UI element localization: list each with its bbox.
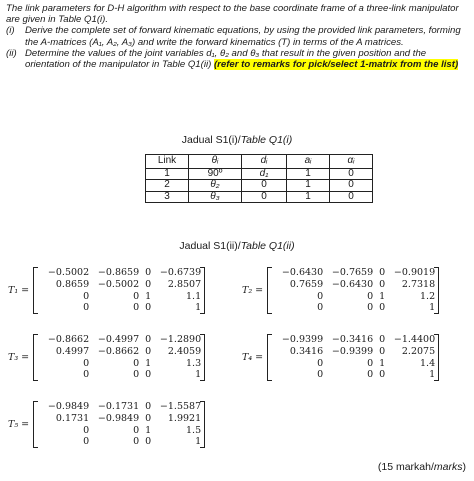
table-cell: 1 — [287, 168, 330, 180]
matrix-cell: 0 — [145, 267, 152, 278]
table-row — [146, 168, 373, 180]
matrix-cell: −0.8662 — [47, 334, 90, 345]
matrix-cell: 0 — [83, 290, 90, 302]
marks-label — [378, 461, 466, 473]
matrix-t1 — [8, 267, 205, 314]
matrix-t3 — [8, 334, 205, 381]
matrix-cell: 0 — [145, 302, 152, 314]
dh-parameter-table — [145, 154, 373, 203]
table-cell: 0 — [242, 191, 287, 203]
matrix-cell: 0 — [133, 357, 140, 369]
matrix-cell: 0.1731 — [55, 412, 90, 424]
col-header: αᵢ — [330, 155, 373, 169]
table-cell: θ₂ — [189, 180, 242, 192]
col-header: dᵢ — [242, 155, 287, 169]
matrix-cell: −1.2890 — [159, 334, 202, 345]
table-cell: θ₃ — [189, 191, 242, 203]
matrix-cell: 0 — [145, 436, 152, 448]
matrix-cell: 1.3 — [186, 357, 202, 369]
marks-main: (15 markah/ — [377, 461, 434, 473]
marks-italic: marks — [433, 461, 463, 473]
matrix-cell: 1 — [379, 290, 386, 302]
matrix-body — [33, 334, 205, 381]
matrix-cell: −0.5002 — [47, 267, 90, 278]
matrix-row — [37, 413, 201, 425]
matrix-cell: 0 — [83, 369, 90, 381]
matrix-cell: 0.4997 — [55, 345, 90, 357]
table-cell: 0 — [242, 180, 287, 192]
matrix-cell: −0.8662 — [97, 345, 140, 357]
matrix-cell: 0 — [367, 357, 374, 369]
matrix-cell: 1 — [429, 369, 436, 381]
matrix-label: T₂ = — [242, 285, 264, 297]
matrix-row — [271, 267, 435, 279]
matrix-cell: 0 — [83, 357, 90, 369]
table-row — [146, 191, 373, 203]
marks-close: ) — [462, 461, 466, 473]
matrix-cell: 0 — [317, 302, 324, 314]
table-cell: 90º — [189, 168, 242, 180]
table-cell: 2 — [146, 180, 189, 192]
matrix-cell: 0 — [145, 278, 152, 290]
table1-caption — [0, 134, 474, 146]
matrix-cell: −1.5587 — [159, 401, 202, 412]
matrix-cell: 0 — [133, 424, 140, 436]
part-number: (ii) — [6, 47, 17, 59]
matrix-row — [37, 369, 201, 381]
matrix-cell: 1.9921 — [167, 412, 202, 424]
matrix-row — [37, 346, 201, 358]
matrix-cell: 0 — [133, 290, 140, 302]
matrix-cell: 2.2075 — [401, 345, 436, 357]
matrix-t4 — [242, 334, 439, 381]
table-cell: 0 — [330, 191, 373, 203]
matrix-cell: −0.6430 — [331, 278, 374, 290]
matrix-cell: 0 — [83, 424, 90, 436]
matrix-cell: 1 — [145, 424, 152, 436]
matrix-cell: −0.4997 — [97, 334, 140, 345]
matrix-cell: 1 — [195, 436, 202, 448]
matrix-label: T₃ = — [8, 352, 30, 364]
matrix-cell: −0.1731 — [97, 401, 140, 412]
matrix-cell: 0 — [145, 334, 152, 345]
matrix-cell: −0.9849 — [97, 412, 140, 424]
matrix-row — [37, 401, 201, 413]
matrix-cell: 1 — [195, 302, 202, 314]
matrix-cell: 1.4 — [420, 357, 436, 369]
matrix-cell: 0 — [317, 357, 324, 369]
matrix-cell: −1.4400 — [393, 334, 436, 345]
matrix-cell: −0.9019 — [393, 267, 436, 278]
matrix-cell: 0 — [83, 436, 90, 448]
matrix-cell: 0 — [367, 290, 374, 302]
matrix-cell: 0 — [367, 302, 374, 314]
part-text-body: Determine the values of the joint variables d₁, θ₂ and θ₃ that result in the given position and the orientation of the manipulator in Table Q1(ii) — [25, 47, 427, 71]
matrix-row — [271, 346, 435, 358]
matrix-cell: 2.8507 — [167, 278, 202, 290]
matrix-cell: 1 — [195, 369, 202, 381]
matrix-cell: 0 — [133, 302, 140, 314]
highlighted-remark: (refer to remarks for pick/select 1-matrix from the list) — [213, 59, 459, 71]
question-part-ii — [6, 48, 468, 70]
matrix-cell: 0 — [317, 290, 324, 302]
matrix-cell: 0 — [379, 369, 386, 381]
matrix-cell: 1 — [379, 357, 386, 369]
matrix-cell: 1 — [145, 290, 152, 302]
matrix-row — [37, 436, 201, 448]
matrix-row — [37, 302, 201, 314]
matrix-cell: 0 — [379, 267, 386, 278]
matrix-cell: 0 — [367, 369, 374, 381]
matrix-cell: 0 — [145, 412, 152, 424]
col-header: aᵢ — [287, 155, 330, 169]
col-header: θᵢ — [189, 155, 242, 169]
matrix-cell: 0 — [379, 334, 386, 345]
matrix-label: T₅ = — [8, 419, 30, 431]
matrix-cell: 0 — [145, 401, 152, 412]
table-header-row — [146, 155, 373, 169]
question-lead: The link parameters for D-H algorithm with respect to the base coordinate frame of a three-link manipulator are given in Table Q1(i). — [6, 3, 459, 26]
matrix-cell: −0.9849 — [47, 401, 90, 412]
matrix-cell: 0 — [133, 436, 140, 448]
table-row — [146, 180, 373, 192]
matrix-cell: −0.3416 — [331, 334, 374, 345]
matrix-row — [37, 291, 201, 303]
matrix-cell: 0 — [133, 369, 140, 381]
matrix-cell: 0 — [145, 345, 152, 357]
matrix-cell: −0.7659 — [331, 267, 374, 278]
caption-italic: Table Q1(i) — [240, 134, 293, 146]
matrix-cell: 0 — [145, 369, 152, 381]
table-cell: 0 — [330, 180, 373, 192]
table-cell: 0 — [330, 168, 373, 180]
caption-main: Jadual S1(i)/ — [181, 134, 241, 146]
matrix-cell: 0 — [379, 302, 386, 314]
matrix-cell: 0 — [317, 369, 324, 381]
matrix-cell: 0 — [379, 278, 386, 290]
table-cell: 3 — [146, 191, 189, 203]
matrix-row — [37, 279, 201, 291]
question-text — [6, 3, 468, 70]
matrix-t2 — [242, 267, 439, 314]
matrix-cell: 0.8659 — [55, 278, 90, 290]
matrix-body — [33, 267, 205, 314]
part-number: (i) — [6, 25, 15, 37]
matrix-cell: 0.7659 — [289, 278, 324, 290]
matrix-row — [37, 358, 201, 370]
matrix-row — [271, 291, 435, 303]
caption-main: Jadual S1(ii)/ — [179, 240, 241, 252]
matrix-cell: −0.6739 — [159, 267, 202, 278]
table-cell: d₁ — [242, 168, 287, 180]
matrix-row — [271, 358, 435, 370]
matrix-cell: −0.6430 — [281, 267, 324, 278]
caption-italic: Table Q1(ii) — [240, 240, 295, 252]
matrix-cell: −0.9399 — [281, 334, 324, 345]
table-cell: 1 — [287, 180, 330, 192]
matrix-cell: 1.1 — [186, 290, 202, 302]
table-cell: 1 — [146, 168, 189, 180]
part-text — [25, 48, 468, 70]
matrix-row — [37, 425, 201, 437]
matrix-row — [271, 334, 435, 346]
matrix-cell: −0.5002 — [97, 278, 140, 290]
matrix-cell: 2.7318 — [401, 278, 436, 290]
matrix-cell: 1.2 — [420, 290, 436, 302]
matrix-cell: 1.5 — [186, 424, 202, 436]
matrix-row — [37, 267, 201, 279]
matrix-row — [37, 334, 201, 346]
question-part-i — [6, 25, 468, 47]
matrix-body — [33, 401, 205, 448]
matrix-cell: 0 — [83, 302, 90, 314]
table2-caption — [0, 240, 474, 252]
matrix-cell: 2.4059 — [167, 345, 202, 357]
matrix-row — [271, 279, 435, 291]
part-text: Derive the complete set of forward kinematic equations, by using the provided link parameters, forming the A-matrices (A₁, A₂, A₃) and write the forward kinematics (T) in terms of the A matrices. — [25, 25, 461, 48]
matrix-label: T₄ = — [242, 352, 264, 364]
matrix-cell: 0 — [379, 345, 386, 357]
matrix-body — [267, 334, 439, 381]
matrix-label: T₁ = — [8, 285, 30, 297]
matrix-cell: 1 — [145, 357, 152, 369]
matrix-cell: 1 — [429, 302, 436, 314]
matrix-cell: −0.9399 — [331, 345, 374, 357]
matrix-body — [267, 267, 439, 314]
col-header: Link — [146, 155, 189, 169]
matrix-row — [271, 369, 435, 381]
matrix-row — [271, 302, 435, 314]
matrix-cell: −0.8659 — [97, 267, 140, 278]
matrix-t5 — [8, 401, 205, 448]
matrix-cell: 0.3416 — [289, 345, 324, 357]
table-cell: 1 — [287, 191, 330, 203]
